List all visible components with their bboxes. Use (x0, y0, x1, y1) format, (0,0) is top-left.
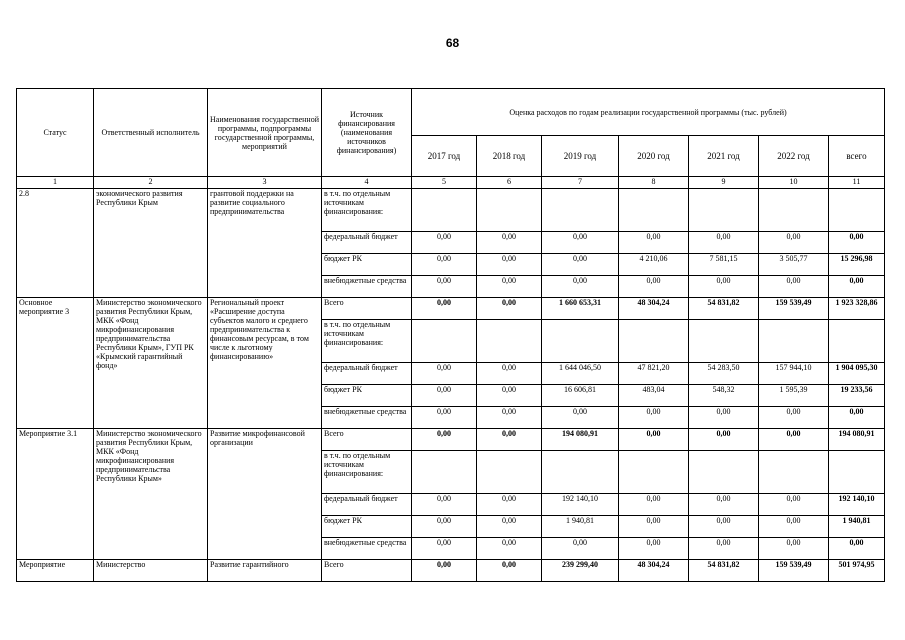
row-source: федеральный бюджет (322, 494, 412, 516)
row-program-name: грантовой поддержки на развитие социального предпринимательства (208, 189, 322, 298)
row-year-value: 0,00 (689, 516, 759, 538)
row-year-value: 239 299,40 (542, 560, 619, 582)
row-year-value: 0,00 (412, 385, 477, 407)
row-year-value: 0,00 (412, 232, 477, 254)
row-total-value: 15 296,98 (829, 254, 885, 276)
row-year-value: 0,00 (619, 494, 689, 516)
column-number: 9 (689, 177, 759, 189)
row-year-value: 0,00 (477, 516, 542, 538)
row-year-value: 48 304,24 (619, 298, 689, 320)
row-year-value: 0,00 (619, 232, 689, 254)
row-source: федеральный бюджет (322, 363, 412, 385)
header-year: 2021 год (689, 136, 759, 177)
header-executor: Ответственный исполнитель (94, 89, 208, 177)
row-total-value: 1 940,81 (829, 516, 885, 538)
budget-table (16, 88, 885, 582)
row-source: федеральный бюджет (322, 232, 412, 254)
header-program-name: Наименования государственной программы, подпрограммы государственной программы, мероприятий (208, 89, 322, 177)
row-year-value (477, 451, 542, 494)
row-year-value: 0,00 (412, 429, 477, 451)
row-year-value: 0,00 (619, 407, 689, 429)
header-year: 2017 год (412, 136, 477, 177)
row-program-name: Развитие микрофинансовой организации (208, 429, 322, 560)
row-year-value (542, 320, 619, 363)
row-year-value: 0,00 (759, 407, 829, 429)
row-year-value: 0,00 (412, 538, 477, 560)
row-year-value: 0,00 (689, 538, 759, 560)
row-year-value: 54 831,82 (689, 298, 759, 320)
row-total-value: 501 974,95 (829, 560, 885, 582)
row-year-value: 7 581,15 (689, 254, 759, 276)
row-year-value (412, 451, 477, 494)
row-source: внебюджетные средства (322, 407, 412, 429)
row-year-value: 0,00 (542, 538, 619, 560)
row-total-value: 0,00 (829, 538, 885, 560)
row-year-value: 157 944,10 (759, 363, 829, 385)
row-year-value: 0,00 (759, 429, 829, 451)
row-year-value: 0,00 (412, 298, 477, 320)
row-year-value: 0,00 (477, 429, 542, 451)
row-source: бюджет РК (322, 254, 412, 276)
row-year-value: 0,00 (542, 232, 619, 254)
row-total-value: 19 233,56 (829, 385, 885, 407)
column-number: 11 (829, 177, 885, 189)
column-number: 8 (619, 177, 689, 189)
row-year-value: 0,00 (412, 276, 477, 298)
row-year-value (759, 451, 829, 494)
row-year-value: 0,00 (477, 538, 542, 560)
row-executor: Министерство экономического развития Республики Крым, МКК «Фонд микрофинансирования предпринимательства Республики Крым», ГУП РК «Крымский гарантийный фонд» (94, 298, 208, 429)
row-status: Мероприятие 3.1 (17, 429, 94, 560)
row-program-name: Развитие гарантийного (208, 560, 322, 582)
header-estimate: Оценка расходов по годам реализации государственной программы (тыс. рублей) (412, 89, 885, 136)
row-year-value (542, 189, 619, 232)
table-row (17, 560, 885, 582)
column-number: 4 (322, 177, 412, 189)
row-year-value (619, 189, 689, 232)
row-year-value: 0,00 (477, 363, 542, 385)
row-year-value: 0,00 (759, 232, 829, 254)
row-year-value (412, 189, 477, 232)
page-number: 68 (445, 36, 460, 50)
row-year-value: 3 505,77 (759, 254, 829, 276)
row-year-value: 1 660 653,31 (542, 298, 619, 320)
row-year-value: 0,00 (542, 276, 619, 298)
header-year: 2020 год (619, 136, 689, 177)
row-year-value: 0,00 (759, 276, 829, 298)
row-status: Мероприятие (17, 560, 94, 582)
row-source: в т.ч. по отдельным источникам финансирования: (322, 189, 412, 232)
row-year-value (689, 320, 759, 363)
row-source: бюджет РК (322, 516, 412, 538)
row-total-value: 0,00 (829, 276, 885, 298)
header-source: Источник финансирования (наименования источников финансирования) (322, 89, 412, 177)
row-status: Основное мероприятие 3 (17, 298, 94, 429)
row-year-value: 548,32 (689, 385, 759, 407)
row-total-value: 0,00 (829, 407, 885, 429)
row-total-value (829, 451, 885, 494)
row-year-value (619, 451, 689, 494)
row-year-value: 0,00 (477, 385, 542, 407)
row-year-value: 0,00 (477, 560, 542, 582)
table-row (17, 429, 885, 451)
row-program-name: Региональный проект «Расширение доступа субъектов малого и среднего предпринимательства к финансовым ресурсам, в том числе к льготному финансированию» (208, 298, 322, 429)
row-year-value (759, 189, 829, 232)
row-year-value: 0,00 (542, 254, 619, 276)
row-total-value (829, 320, 885, 363)
row-year-value: 1 940,81 (542, 516, 619, 538)
column-number: 5 (412, 177, 477, 189)
row-year-value: 16 606,81 (542, 385, 619, 407)
row-year-value (477, 189, 542, 232)
header-year: 2018 год (477, 136, 542, 177)
row-year-value: 0,00 (477, 407, 542, 429)
row-year-value: 0,00 (619, 516, 689, 538)
row-year-value: 0,00 (542, 407, 619, 429)
column-number: 10 (759, 177, 829, 189)
row-year-value: 0,00 (619, 429, 689, 451)
row-source: бюджет РК (322, 385, 412, 407)
row-year-value: 1 644 046,50 (542, 363, 619, 385)
row-total-value: 0,00 (829, 232, 885, 254)
row-year-value (477, 320, 542, 363)
row-year-value (759, 320, 829, 363)
column-number: 1 (17, 177, 94, 189)
row-source: Всего (322, 429, 412, 451)
row-year-value: 159 539,49 (759, 560, 829, 582)
column-number: 2 (94, 177, 208, 189)
column-numbers-row (17, 177, 885, 189)
row-year-value (412, 320, 477, 363)
header-year: 2019 год (542, 136, 619, 177)
row-source: в т.ч. по отдельным источникам финансирования: (322, 451, 412, 494)
column-number: 3 (208, 177, 322, 189)
row-total-value: 1 923 328,86 (829, 298, 885, 320)
table-row (17, 189, 885, 232)
row-year-value (689, 189, 759, 232)
row-year-value: 0,00 (412, 363, 477, 385)
row-year-value: 0,00 (412, 560, 477, 582)
row-executor: экономического развития Республики Крым (94, 189, 208, 298)
row-year-value: 0,00 (689, 429, 759, 451)
row-year-value: 0,00 (477, 298, 542, 320)
row-executor: Министерство экономического развития Республики Крым, МКК «Фонд микрофинансирования предпринимательства Республики Крым» (94, 429, 208, 560)
row-source: Всего (322, 298, 412, 320)
row-year-value: 54 831,82 (689, 560, 759, 582)
row-total-value (829, 189, 885, 232)
row-year-value: 0,00 (619, 276, 689, 298)
row-year-value (619, 320, 689, 363)
row-year-value: 159 539,49 (759, 298, 829, 320)
row-source: внебюджетные средства (322, 276, 412, 298)
row-year-value: 48 304,24 (619, 560, 689, 582)
row-year-value: 4 210,06 (619, 254, 689, 276)
row-year-value: 0,00 (412, 254, 477, 276)
row-year-value: 0,00 (477, 254, 542, 276)
row-year-value: 0,00 (759, 538, 829, 560)
row-year-value: 0,00 (477, 494, 542, 516)
row-year-value: 0,00 (412, 407, 477, 429)
row-total-value: 1 904 095,30 (829, 363, 885, 385)
row-year-value: 0,00 (689, 232, 759, 254)
table-row (17, 298, 885, 320)
row-year-value: 483,04 (619, 385, 689, 407)
row-year-value: 0,00 (477, 276, 542, 298)
column-number: 7 (542, 177, 619, 189)
row-year-value: 47 821,20 (619, 363, 689, 385)
row-source: Всего (322, 560, 412, 582)
row-year-value: 0,00 (412, 516, 477, 538)
row-year-value: 54 283,50 (689, 363, 759, 385)
header-year: 2022 год (759, 136, 829, 177)
row-total-value: 194 080,91 (829, 429, 885, 451)
row-source: внебюджетные средства (322, 538, 412, 560)
row-year-value: 0,00 (689, 276, 759, 298)
header-status: Статус (17, 89, 94, 177)
row-year-value: 192 140,10 (542, 494, 619, 516)
row-year-value (542, 451, 619, 494)
row-year-value: 0,00 (619, 538, 689, 560)
row-total-value: 192 140,10 (829, 494, 885, 516)
row-year-value: 0,00 (689, 494, 759, 516)
row-year-value: 0,00 (689, 407, 759, 429)
row-executor: Министерство (94, 560, 208, 582)
row-year-value: 0,00 (759, 516, 829, 538)
row-year-value: 0,00 (477, 232, 542, 254)
row-year-value (689, 451, 759, 494)
column-number: 6 (477, 177, 542, 189)
row-year-value: 1 595,39 (759, 385, 829, 407)
row-status: 2.8 (17, 189, 94, 298)
row-year-value: 0,00 (759, 494, 829, 516)
row-year-value: 0,00 (412, 494, 477, 516)
row-source: в т.ч. по отдельным источникам финансирования: (322, 320, 412, 363)
row-year-value: 194 080,91 (542, 429, 619, 451)
header-total: всего (829, 136, 885, 177)
